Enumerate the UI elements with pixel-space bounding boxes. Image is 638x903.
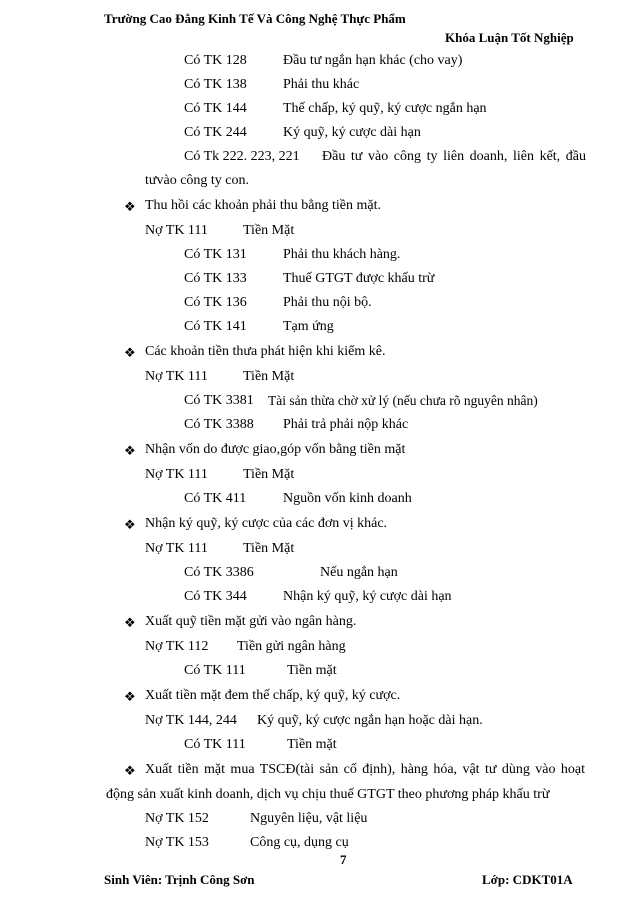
continuation-text: tưvào công ty con. [145,173,250,188]
credit-account-desc: Nhận ký quỹ, ký cược dài hạn [283,589,452,604]
credit-account-code: Có TK 3388 [184,417,254,432]
credit-account-desc: Phải thu khách hàng. [283,247,401,262]
bullet-heading: Xuất quỹ tiền mặt gửi vào ngân hàng. [145,614,357,629]
footer-student: Sinh Viên: Trịnh Công Sơn [104,872,255,887]
debit-account-code: Nợ TK 111 [145,369,208,384]
debit-account-code: Nợ TK 153 [145,835,209,850]
bullet-heading: Xuất tiền mặt đem thế chấp, ký quỹ, ký cược. [145,688,401,703]
bullet-heading: Các khoản tiền thưa phát hiện khi kiểm kê. [145,344,386,359]
credit-account-desc: Phải thu khác [283,77,360,92]
credit-account-desc: Thuế GTGT được khấu trừ [283,271,435,286]
bullet-heading: Thu hồi các khoản phải thu bằng tiền mặt. [145,198,381,213]
header-school: Trường Cao Đẳng Kinh Tế Và Công Nghệ Thực Phẩm [104,11,406,26]
credit-account-desc: Tạm ứng [283,319,334,334]
debit-account-code: Nợ TK 144, 244 [145,713,237,728]
credit-account-code: Có TK 133 [184,271,247,286]
diamond-bullet-icon: ❖ [124,689,136,704]
diamond-bullet-icon: ❖ [124,763,136,778]
credit-account-desc: Tài sản thừa chờ xử lý (nếu chưa rõ nguyên nhân) [268,393,538,408]
credit-account-code: Có TK 131 [184,247,247,262]
credit-account-code: Có Tk 222. 223, 221 [184,149,300,164]
debit-account-code: Nợ TK 111 [145,223,208,238]
debit-account-code: Nợ TK 112 [145,639,209,654]
debit-account-desc: Ký quỹ, ký cược ngắn hạn hoặc dài hạn. [257,713,483,728]
credit-account-code: Có TK 244 [184,125,247,140]
debit-account-desc: Công cụ, dụng cụ [250,835,349,850]
bullet-heading: Xuất tiền mặt mua TSCĐ(tài sản cố định), hàng hóa, vật tư dùng vào hoạt [145,762,585,777]
credit-account-code: Có TK 144 [184,101,247,116]
credit-account-code: Có TK 128 [184,53,247,68]
credit-account-code: Có TK 344 [184,589,247,604]
credit-account-desc: Nếu ngắn hạn [320,565,398,580]
footer-class: Lớp: CDKT01A [482,872,573,887]
debit-account-desc: Tiền Mặt [243,467,295,482]
credit-account-desc: Phải thu nội bộ. [283,295,372,310]
credit-account-desc: Ký quỹ, ký cược dài hạn [283,125,421,140]
bullet-heading: Nhận vốn do được giao,góp vốn bằng tiền mặt [145,442,406,457]
credit-account-code: Có TK 141 [184,319,247,334]
diamond-bullet-icon: ❖ [124,199,136,214]
credit-account-desc: Đầu tư ngắn hạn khác (cho vay) [283,53,463,68]
credit-account-code: Có TK 111 [184,663,246,678]
diamond-bullet-icon: ❖ [124,345,136,360]
credit-account-desc: Đầu tư vào công ty liên doanh, liên kết, đầu [322,149,586,164]
continuation-text: động sản xuất kinh doanh, dịch vụ chịu thuế GTGT theo phương pháp khấu trừ [106,787,550,802]
debit-account-desc: Tiền gửi ngân hàng [237,639,346,654]
credit-account-desc: Tiền mặt [287,737,337,752]
diamond-bullet-icon: ❖ [124,615,136,630]
header-thesis-title: Khóa Luận Tốt Nghiệp [445,30,574,45]
credit-account-code: Có TK 136 [184,295,247,310]
credit-account-code: Có TK 3381 [184,393,254,408]
debit-account-desc: Nguyên liệu, vật liệu [250,811,368,826]
bullet-heading: Nhận ký quỹ, ký cược của các đơn vị khác. [145,516,388,531]
debit-account-desc: Tiền Mặt [243,369,295,384]
debit-account-desc: Tiền Mặt [243,541,295,556]
diamond-bullet-icon: ❖ [124,443,136,458]
credit-account-desc: Nguồn vốn kinh doanh [283,491,412,506]
debit-account-desc: Tiền Mặt [243,223,295,238]
debit-account-code: Nợ TK 152 [145,811,209,826]
credit-account-desc: Tiền mặt [287,663,337,678]
credit-account-desc: Phải trả phải nộp khác [283,417,409,432]
diamond-bullet-icon: ❖ [124,517,136,532]
debit-account-code: Nợ TK 111 [145,541,208,556]
credit-account-code: Có TK 411 [184,491,247,506]
credit-account-desc: Thế chấp, ký quỹ, ký cược ngắn hạn [283,101,487,116]
credit-account-code: Có TK 138 [184,77,247,92]
page-number: 7 [340,852,347,867]
credit-account-code: Có TK 3386 [184,565,254,580]
credit-account-code: Có TK 111 [184,737,246,752]
debit-account-code: Nợ TK 111 [145,467,208,482]
